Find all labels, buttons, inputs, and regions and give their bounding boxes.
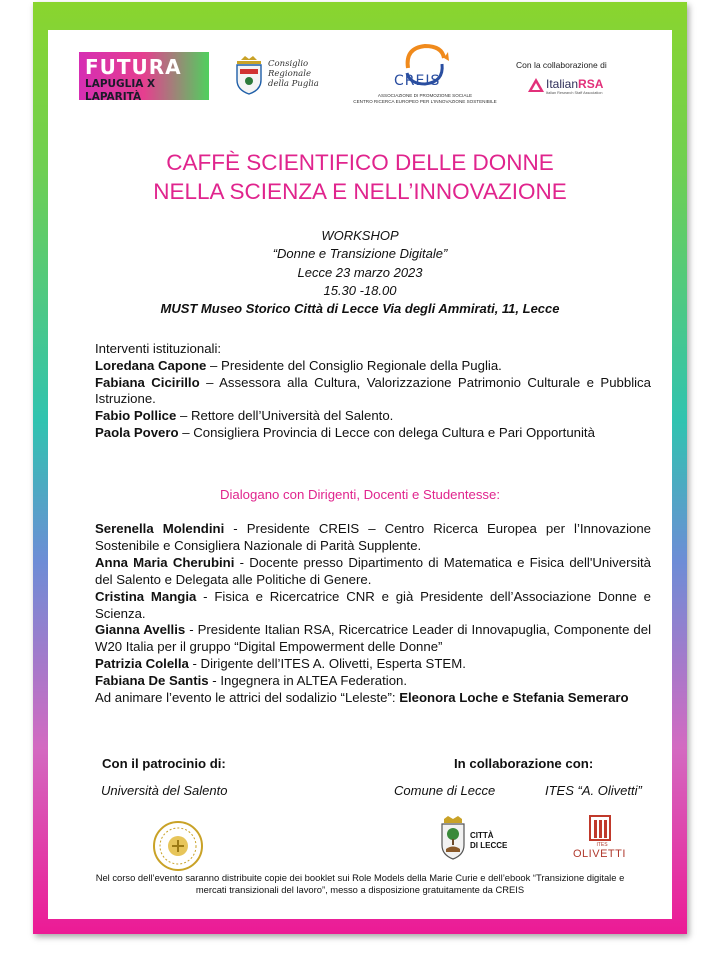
- collab-label: Con la collaborazione di: [516, 60, 607, 70]
- speaker-role: - Dirigente dell’ITES A. Olivetti, Esperta STEM.: [188, 656, 466, 672]
- rsa-name-a: Italian: [546, 77, 579, 91]
- speaker-role: - Docente presso Dipartimento di Matematica e Fisica dell'Università del Salento e Delegata alle Politiche di Genere.: [95, 554, 651, 587]
- institutional-item: [95, 425, 651, 442]
- workshop-date: Lecce 23 marzo 2023: [297, 264, 423, 280]
- workshop-venue: MUST Museo Storico Città di Lecce Via degli Ammirati, 11, Lecce: [160, 301, 560, 317]
- title-line-2: NELLA SCIENZA E NELL’INNOVAZIONE: [153, 179, 567, 204]
- creis-subtitle-2: CENTRO RICERCA EUROPEO PER L'INNOVAZIONE SOSTENIBILE: [353, 99, 497, 104]
- speaker-name: Gianna Avellis: [95, 622, 186, 638]
- institutional-heading: Interventi istituzionali:: [95, 341, 222, 356]
- institutional-item: [95, 358, 651, 375]
- rsa-name: [546, 77, 603, 91]
- list-item: [95, 589, 651, 623]
- speaker-role: – Presidente del Consiglio Regionale della Puglia.: [206, 357, 502, 373]
- speaker-role: - Presidente CREIS – Centro Ricerca Europea per l’Innovazione Sostenibile e Consigliera Nazionale di Parità Supplente.: [95, 521, 651, 553]
- futura-logo: [79, 52, 209, 103]
- list-item: [95, 555, 651, 589]
- list-item: [95, 521, 651, 555]
- rsa-triangle-icon: [528, 78, 544, 92]
- italian-rsa-logo: [516, 60, 666, 100]
- consiglio-emblem-icon: [234, 54, 264, 96]
- title-line-1: CAFFÈ SCIENTIFICO DELLE DONNE: [166, 150, 554, 175]
- poster-sheet: [48, 30, 672, 919]
- workshop-label: WORKSHOP: [321, 228, 399, 243]
- ites-label: ITES “A. Olivetti”: [545, 783, 642, 798]
- speaker-name: Fabiana De Santis: [95, 673, 209, 689]
- patronage-heading: Con il patrocinio di:: [102, 756, 226, 771]
- actors-line: [95, 690, 651, 707]
- workshop-name: “Donne e Transizione Digitale”: [272, 246, 448, 262]
- speaker-role: – Rettore dell’Università del Salento.: [176, 408, 394, 424]
- footer-note: Nel corso dell’evento saranno distribuite copie dei booklet sui Role Models della Marie Curie e dell’ebook “Transizione digitale e mercati transizionali del lavoro”, messo a disposizione gratuitamente da CREIS: [95, 872, 625, 896]
- lecce-coat-of-arms-icon: [440, 815, 466, 861]
- speaker-name: Serenella Molendini: [95, 521, 225, 536]
- creis-subtitle-1: ASSOCIAZIONE DI PROMOZIONE SOCIALE: [377, 93, 473, 98]
- speaker-role: – Assessora alla Cultura, Valorizzazione Patrimonio Culturale e Pubblica Istruzione.: [95, 374, 651, 407]
- speaker-name: Anna Maria Cherubini: [95, 554, 235, 570]
- speaker-role: – Consigliera Provincia di Lecce con delega Cultura e Pari Opportunità: [178, 424, 595, 440]
- institutional-item: [95, 375, 651, 409]
- gradient-frame: [33, 2, 687, 934]
- futura-logo-subtitle: LAPUGLIA X LAPARITÀ: [85, 78, 156, 103]
- futura-logo-title: FUTURA: [85, 55, 182, 79]
- workshop-block: [48, 227, 672, 318]
- consiglio-line-3: della Puglia: [268, 79, 319, 89]
- citta-di-lecce-logo: [440, 815, 520, 865]
- speaker-role: - Ingegnera in ALTEA Federation.: [208, 673, 408, 689]
- consiglio-line-1: Consiglio: [268, 59, 309, 69]
- speaker-name: Fabio Pollice: [95, 408, 177, 424]
- list-item: [95, 622, 651, 656]
- speaker-name: Fabiana Cicirillo: [95, 374, 200, 390]
- speaker-name: Cristina Mangia: [95, 588, 197, 604]
- page-title: [48, 148, 672, 206]
- speaker-list: [95, 521, 651, 707]
- speaker-name: Patrizia Colella: [95, 656, 189, 672]
- ites-logo-line-2: OLIVETTI: [573, 848, 626, 860]
- list-item: [95, 673, 651, 690]
- workshop-time: 15.30 -18.00: [323, 282, 397, 298]
- ites-olivetti-logo: [573, 812, 642, 860]
- comune-label: Comune di Lecce: [394, 783, 496, 798]
- consiglio-regionale-logo: [234, 54, 324, 98]
- rsa-subtitle: Italian Research Staff Association: [546, 91, 603, 95]
- actors-text: Ad animare l’evento le attrici del sodalizio “Leleste”:: [95, 690, 400, 706]
- citta-logo-line-2: DI LECCE: [470, 841, 508, 850]
- speaker-role: - Presidente Italian RSA, Ricercatrice Leader di Innovapuglia, Componente del W20 Italia per il gruppo “Digital Empowerment delle Donne”: [95, 622, 651, 655]
- creis-logo: [350, 38, 500, 113]
- ites-building-icon: [587, 812, 613, 842]
- creis-name: CREIS: [394, 73, 441, 89]
- rsa-name-b: RSA: [578, 77, 604, 91]
- ites-logo-line-1: ITES: [596, 842, 608, 848]
- speaker-name: Loredana Capone: [95, 357, 207, 373]
- dialog-heading: Dialogano con Dirigenti, Docenti e Studentesse:: [219, 487, 501, 502]
- citta-logo-line-1: CITTÀ: [470, 831, 494, 840]
- university-seal-icon: [152, 820, 204, 872]
- speaker-name: Paola Povero: [95, 424, 179, 440]
- actors-names: Eleonora Loche e Stefania Semeraro: [399, 690, 629, 706]
- institutional-item: [95, 408, 651, 425]
- consiglio-line-2: Regionale: [268, 69, 311, 79]
- institutional-speakers: [95, 341, 651, 442]
- list-item: [95, 656, 651, 673]
- university-label: Università del Salento: [101, 783, 228, 798]
- speaker-role: - Fisica e Ricercatrice CNR e già Presidente dell’Associazione Donne e Scienza.: [95, 588, 651, 621]
- collab-heading: In collaborazione con:: [454, 756, 594, 771]
